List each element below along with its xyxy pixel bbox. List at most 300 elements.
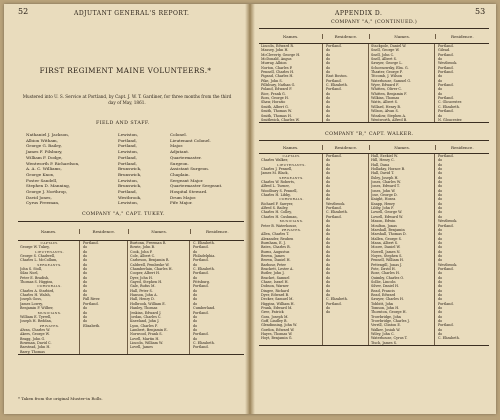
rank-heading: PRIVATES. [39, 323, 60, 328]
roster-cell: Smith, Albert G. [261, 104, 289, 109]
roster-cell: Hall, David T. [371, 171, 395, 176]
header-names-2: Names. [370, 34, 436, 39]
roster-cell: Jones, John W. [371, 188, 396, 193]
roster-cell: James M. Black, [261, 171, 289, 176]
roster-cell: Schoenowsky, Elm. G. [371, 65, 409, 70]
roster-cell: Portland. [438, 323, 454, 328]
roster-cell: do [193, 293, 198, 298]
roster-cell: do [326, 171, 331, 176]
roster-cell: do [83, 293, 88, 298]
staff-residence: Portland, [118, 143, 137, 149]
roster-cell: Portland. [438, 154, 454, 158]
roster-cell: Caldwell, Pembroke W. [130, 262, 170, 267]
roster-cell: Rice, Frank G. [261, 91, 286, 96]
roster-cell: Tisch, James S. [371, 340, 398, 345]
roster-cell: do [438, 253, 443, 258]
staff-residence: Portland, [118, 137, 137, 143]
roster-cell: Lowell, Edward W. [371, 214, 403, 219]
staff-name: David Jones, [26, 194, 52, 200]
roster-cell: do [326, 61, 331, 66]
roster-cell: C. Elizabeth. [438, 336, 460, 341]
staff-name: George J. Northrop, [26, 189, 68, 195]
roster-cell: Ilsley, Joseph H. [371, 175, 399, 180]
roster-cell: do [326, 223, 331, 228]
roster-cell: do [326, 162, 331, 167]
roster-cell: Portland. [326, 154, 342, 158]
roster-cell: Gale, Rufus M. [130, 284, 156, 289]
roster-cell: Cook, John P. [130, 249, 153, 254]
roster-cell: Westbrook. [438, 61, 458, 66]
header-names-2: Names. [129, 229, 191, 234]
roster-cell: do [438, 306, 443, 311]
names-column-2 [369, 44, 435, 122]
roster-cell: Kneeland, John J. [130, 319, 160, 324]
header-residence: Residence. [80, 229, 128, 234]
roster-cell: do [438, 297, 443, 302]
roster-cell: Marshall, Thomas D. [371, 232, 407, 237]
staff-row [26, 200, 236, 206]
roster-cell: do [438, 258, 443, 263]
roster-cell: Gilead. [438, 48, 451, 53]
roster-cell: George S. Chadwell, [20, 254, 56, 259]
roster-cell: Thornton, George H. [371, 310, 407, 315]
roster-cell: Poland, Edward F. [261, 87, 293, 92]
roster-cell: Portland. [438, 96, 454, 101]
roster-cell: Charles A. Starbird, [20, 288, 55, 293]
staff-rank: Colonel. [170, 132, 188, 137]
roster-cell: do [438, 232, 443, 237]
roster-cell: Chamberlain, Charles H. [130, 267, 173, 272]
roster-cell: do [326, 227, 331, 232]
header-names: Names. [259, 34, 323, 39]
roster-cell: do [83, 288, 88, 293]
rank-heading: MUSICIANS. [37, 310, 62, 315]
roster-cell: do [326, 306, 331, 311]
roster-cell: do [83, 280, 88, 285]
roster-cell: Portland. [193, 310, 209, 315]
roster-cell: C. Elizabeth. [193, 267, 215, 272]
roster-cell: do [438, 197, 443, 202]
roster-cell: Portland. [83, 301, 99, 306]
roster-cell: do [438, 293, 443, 297]
roster-cell: do [438, 332, 443, 337]
roster-cell: do [438, 236, 443, 241]
roster-cell: Barry, Thomas [20, 349, 45, 354]
roster-cell: do [83, 245, 88, 250]
roster-cell: Silas Noel, [20, 271, 39, 276]
right-running-head: APPENDIX D. [335, 10, 383, 17]
roster-cell: Norton, Charles P. [261, 65, 293, 70]
roster-cell: C. Elizabeth. [326, 297, 348, 302]
staff-rank: Chaplain. [170, 171, 190, 177]
roster-cell: do [438, 158, 443, 163]
roster-cell: do [438, 314, 443, 319]
staff-rank: Major. [170, 143, 184, 149]
roster-cell: do [438, 167, 443, 172]
roster-cell: Fall River. [83, 297, 101, 302]
roster-cell: do [83, 249, 88, 254]
roster-cell: Lowell, George W. [371, 210, 403, 215]
rank-heading: MUSICIANS. [279, 219, 304, 224]
roster-cell: Pigand, Charles H. [261, 74, 294, 79]
roster-cell: Bowie, John B. [130, 245, 156, 250]
rank-heading: LIEUTENANTS. [35, 249, 64, 254]
roster-cell: Portland. [326, 78, 342, 83]
roster-cell: Barbour, Peter [261, 262, 287, 267]
book-spread [4, 4, 496, 414]
roster-cell: Brown, Daniel H. [261, 258, 291, 263]
roster-cell: do [438, 327, 443, 332]
staff-name: George Knox, [26, 171, 55, 177]
roster-cell: Charles L. McCollum, [20, 258, 58, 263]
left-page [4, 4, 247, 414]
roster-cell: C. Gloucester. [438, 100, 462, 105]
roster-cell: do [193, 301, 198, 306]
roster-cell: Marshall, Benjamin [371, 227, 405, 232]
roster-cell: Jose, George D. [371, 193, 398, 198]
company-a-heading: COMPANY "A," CAPT. TUKEY. [82, 212, 165, 217]
roster-cell: Portland. [438, 223, 454, 228]
roster-cell: George W. Tukey, [20, 245, 50, 250]
roster-cell: Goss, Joseph M. [261, 314, 289, 319]
roster-cell: do [326, 113, 331, 118]
roster-cell: do [438, 180, 443, 185]
roster-cell: do [326, 240, 331, 245]
roster-cell: do [326, 293, 331, 297]
header-residence: Residence. [323, 145, 369, 150]
company-b-heading: COMPANY "B," CAPT. WALKER. [325, 132, 414, 137]
staff-name: Nathaniel J. Jackson, [26, 132, 70, 137]
roster-cell: Tomson, John H. [371, 306, 400, 311]
staff-name: William F. Dodge, [26, 154, 63, 160]
roster-cell: Brackett, Lester A. [261, 266, 294, 271]
roster-cell: do [326, 117, 331, 122]
footnote: * Taken from the original Muster-in Rolls. [18, 396, 103, 401]
roster-cell: Gordon, Edward W. [261, 327, 295, 332]
roster-cell: do [83, 310, 88, 315]
staff-residence: Brunswick, [118, 171, 142, 177]
roster-cell: Higgins, William H. [261, 301, 295, 306]
roster-cell: do [438, 275, 443, 280]
staff-rank: Quartermaster. [170, 154, 202, 160]
roster-cell: do [83, 284, 88, 289]
roster-cell: James Lowry, [20, 301, 43, 306]
roster-cell: Massey, John H. [261, 48, 289, 53]
roster-cell: do [438, 310, 443, 315]
company-a-table-header [18, 222, 244, 241]
roster-cell: Portland. [326, 206, 342, 211]
roster-cell: Burnham, E. J. [261, 240, 286, 245]
roster-cell: Hayes, Thomas W. [261, 332, 293, 337]
roster-cell: Holladay, Horace B. [371, 167, 406, 172]
names-column [259, 44, 323, 122]
roster-cell: do [83, 271, 88, 276]
roster-cell: Portland. [438, 266, 454, 271]
roster-cell: Benjamin F. Wilber, [20, 306, 54, 311]
header-names-2: Names. [370, 145, 436, 150]
roster-cell: C. Elizabeth. [193, 340, 215, 345]
roster-cell: Gayed, Stephen H. [130, 280, 163, 285]
roster-cell: Dingee, Richard [261, 288, 289, 293]
staff-residence: Lewiston, [118, 177, 139, 183]
staff-name: George G. Bailey, [26, 143, 62, 149]
roster-cell: Pennell, Charles H. [261, 70, 295, 75]
roster-cell: do [326, 158, 331, 163]
roster-cell: Portland. [193, 284, 209, 289]
roster-cell: Dyer, John H. [130, 275, 153, 280]
roster-cell: Knight, Hosea [371, 197, 396, 202]
roster-cell: Alfred L. Turner, [261, 184, 290, 189]
roster-cell: Westbrook. [438, 219, 458, 224]
left-page-number: 52 [18, 7, 29, 16]
roster-cell: do [83, 267, 88, 272]
roster-cell: do [438, 87, 443, 92]
roster-cell: do [438, 319, 443, 324]
roster-cell: William E. Tyrrell, [20, 314, 52, 319]
staff-residence: Brunswick, [118, 183, 142, 189]
roster-cell: Alvan, Charles W. [20, 327, 51, 332]
roster-cell: Moore, Daniel W. [371, 245, 401, 250]
roster-cell: Portland. [83, 241, 99, 245]
residence-column-2 [435, 154, 489, 345]
roster-cell: Watts, Albert S. [371, 100, 398, 105]
roster-cell: Thaxter, George F. [371, 70, 403, 75]
roster-cell: Pennell, William H. [371, 258, 404, 263]
roster-cell: Charles H. Cushman, [261, 214, 298, 219]
roster-cell: do [83, 258, 88, 263]
staff-residence: Lewiston, [118, 132, 139, 137]
roster-cell: Westbrook. [326, 201, 346, 206]
roster-cell: Portland. [438, 83, 454, 88]
roster-cell: Libby, John F. [371, 206, 395, 211]
roster-cell: Moulton, Jonas [371, 223, 397, 228]
roster-cell: do [193, 319, 198, 324]
roster-cell: do [83, 254, 88, 259]
right-page-number: 53 [475, 7, 486, 16]
roster-cell: Sollie, Lincoln [371, 279, 396, 284]
roster-cell: Goff, Lindley B. [261, 319, 288, 324]
roster-cell: Waterhouse, Cyrus T. [371, 336, 408, 341]
roster-cell: do [326, 245, 331, 250]
roster-cell: Portland. [438, 44, 454, 48]
roster-cell: C. Elizabeth. [193, 241, 215, 245]
roster-cell: do [326, 100, 331, 105]
roster-cell: Smith, Thomas W. [261, 109, 292, 114]
roster-cell: Read, Edward [371, 293, 396, 297]
company-a-continued-heading: COMPANY "A," (CONTINUED.) [331, 20, 418, 25]
roster-cell: Joseph Goss, [20, 297, 42, 302]
roster-cell: Peter E. Bradish, [20, 275, 50, 280]
roster-cell: Philadelphia. [193, 254, 216, 259]
roster-cell: Pettengill, Jonas J. [371, 262, 403, 267]
rank-heading: CORPORALS. [37, 284, 62, 289]
roster-cell: Sawyer, Charles H. [371, 297, 404, 302]
roster-cell: do [438, 245, 443, 250]
staff-rank: Surgeon. [170, 160, 189, 166]
roster-cell: Mallen, George S. [371, 236, 402, 241]
roster-cell: Hill, Henry C. [371, 158, 395, 163]
staff-rank: Sergeant Major. [170, 177, 204, 183]
roster-cell: Snell, John C. [371, 52, 395, 57]
roster-cell: Joseph H. Reddan, [20, 319, 52, 324]
header-names: Names. [259, 145, 323, 150]
roster-cell: N. Gloucester. [438, 117, 463, 122]
roster-cell: Portland. [438, 301, 454, 306]
roster-cell: Peter B. Waterhouse, [261, 223, 298, 228]
roster-cell: do [326, 184, 331, 189]
roster-cell: Brown, James [261, 253, 285, 258]
roster-cell: do [326, 310, 331, 315]
roster-cell: Whitten, Benjamin F. [371, 91, 408, 96]
roster-cell: Tobbitt, John [371, 301, 394, 306]
roster-cell: Quimby, Charles O. [371, 275, 405, 280]
roster-cell: do [326, 175, 331, 180]
roster-cell: Dobson, Warner [261, 284, 289, 289]
roster-cell: Decker, Samuel M. [261, 297, 294, 302]
rank-heading: PRIVATES. [281, 227, 302, 232]
roster-cell: Hoyt, Benjamin G. [261, 336, 293, 341]
roster-cell: do [326, 275, 331, 280]
roster-cell: Richard F. Sawyer, [261, 201, 294, 206]
right-page [253, 4, 496, 414]
roster-cell: do [438, 188, 443, 193]
field-staff-list [26, 132, 236, 206]
company-a-table [18, 221, 244, 355]
roster-cell: Smithwick, Charles W. [261, 117, 300, 122]
roster-cell: do [326, 65, 331, 70]
roster-cell: Cooper, Albert H. [130, 271, 161, 276]
roster-cell: do [438, 279, 443, 284]
roster-cell: do [326, 232, 331, 237]
staff-residence: Lewiston, [118, 149, 139, 155]
roster-cell: do [326, 57, 331, 62]
field-staff-heading: FIELD AND STAFF. [96, 121, 150, 126]
roster-cell: Portland. [438, 70, 454, 75]
roster-cell: do [438, 214, 443, 219]
roster-cell: Glendinning, John W. [261, 323, 298, 328]
roster-cell: do [438, 113, 443, 118]
roster-cell: Charles W. Roberts, [261, 180, 295, 185]
roster-cell: John S. Stoll, [20, 267, 43, 272]
roster-cell: Chase, Israel H. [261, 279, 289, 284]
regiment-title: FIRST REGIMENT MAINE VOLUNTEERS.* [39, 66, 212, 75]
header-residence-2: Residence. [206, 228, 229, 234]
residence-column [80, 241, 128, 354]
roster-cell: Pillsbury, Nathan G. [261, 83, 296, 88]
roster-cell: Carbeson, Benjamin R. [130, 258, 170, 263]
roster-cell: Allen, Charles T. [261, 232, 290, 237]
roster-cell: Dyer, Edward B. [261, 293, 290, 297]
roster-cell: Ross, George H. [261, 96, 289, 101]
roster-cell: do [438, 210, 443, 215]
roster-cell: Mason, Edwin [371, 219, 396, 224]
roster-cell: do [438, 201, 443, 206]
names-column [18, 241, 80, 354]
staff-rank: Quartermaster Sergeant. [170, 183, 223, 189]
roster-cell: do [326, 284, 331, 289]
staff-name: Wentworth P. Richardson, [26, 160, 80, 166]
roster-cell: Holbrook, William E. [130, 301, 166, 306]
roster-cell: Hall, Henry D. [130, 297, 155, 302]
roster-cell: Wentworth, Alfred B. [371, 117, 408, 122]
roster-cell: do [438, 271, 443, 276]
roster-cell: Burtonn, Freeman R. [130, 241, 167, 245]
rank-heading: CAPTAIN. [282, 154, 301, 158]
roster-cell: do [438, 206, 443, 211]
company-a-continued-table [259, 28, 489, 123]
roster-cell: Wilkins, Thomas [371, 96, 400, 101]
header-residence-2: Residence. [451, 33, 474, 39]
roster-cell: Bracket, Samuel [261, 275, 290, 280]
roster-cell: do [438, 284, 443, 289]
roster-cell: Whitten, Oliver C. [371, 87, 402, 92]
roster-cell: Portland. [438, 65, 454, 70]
roster-cell: Shaw, Horatio [261, 100, 286, 105]
roster-cell: Jones, Edward T. [371, 184, 400, 189]
roster-cell: do [438, 57, 443, 62]
roster-cell: McCleverty, George H. [261, 52, 301, 57]
staff-residence: Lewiston, [118, 200, 139, 206]
roster-cell: C. Elizabeth. [326, 83, 348, 88]
roster-cell: do [438, 175, 443, 180]
company-b-table-header [259, 141, 489, 154]
roster-cell: Portland. [438, 109, 454, 114]
roster-cell: do [193, 323, 198, 328]
roster-cell: Pittsburg. [193, 280, 211, 285]
roster-cell: do [193, 336, 198, 341]
roster-cell: do [438, 288, 443, 293]
roster-cell: Butler, John J. [261, 271, 285, 276]
roster-cell: Pote, David H. [371, 266, 396, 271]
roster-cell: Lambert, Benjamin E. [130, 327, 168, 332]
roster-cell: Bowman, David C. [20, 340, 52, 345]
roster-cell: Portland. [193, 258, 209, 263]
roster-cell: Lincoln, Edward R. [261, 44, 294, 48]
roster-cell: Silver, Daniel H. [371, 284, 400, 289]
staff-residence: Westbrook, [118, 194, 142, 200]
roster-cell: Read, Francis [371, 288, 395, 293]
roster-cell: Akers, George W. [20, 332, 50, 337]
staff-rank: Assistant Surgeon. [170, 166, 210, 172]
roster-cell: Portland. [438, 52, 454, 57]
roster-cell: do [193, 275, 198, 280]
names-column [259, 154, 323, 345]
roster-cell: East Boston. [326, 74, 348, 79]
roster-cell: do [326, 219, 331, 224]
roster-cell: do [438, 184, 443, 189]
roster-cell: Wiley, John C. [371, 332, 395, 337]
roster-cell: do [326, 253, 331, 258]
roster-cell: do [326, 271, 331, 276]
roster-cell: Lyon, Charles F. [130, 323, 158, 328]
staff-residence: Portland, [118, 154, 137, 160]
roster-cell: do [83, 319, 88, 324]
roster-cell: Stackpole, Daniel W. [371, 44, 407, 48]
roster-cell: Cole, Albert C. [130, 254, 156, 259]
roster-cell: do [438, 193, 443, 198]
residence-column-2 [190, 241, 244, 354]
roster-cell: do [326, 279, 331, 284]
roster-cell: Norwood, Frank S. [130, 332, 163, 337]
roster-cell: Wyer, Edward F. [371, 83, 400, 88]
roster-cell: Portland. [193, 245, 209, 250]
roster-cell: do [193, 314, 198, 319]
roster-cell: do [326, 188, 331, 193]
roster-cell: Thomas S. Higgins, [20, 280, 54, 285]
roster-cell: Titcomb, J. Wilson [371, 74, 402, 79]
roster-cell: do [438, 78, 443, 83]
roster-cell: do [83, 314, 88, 319]
